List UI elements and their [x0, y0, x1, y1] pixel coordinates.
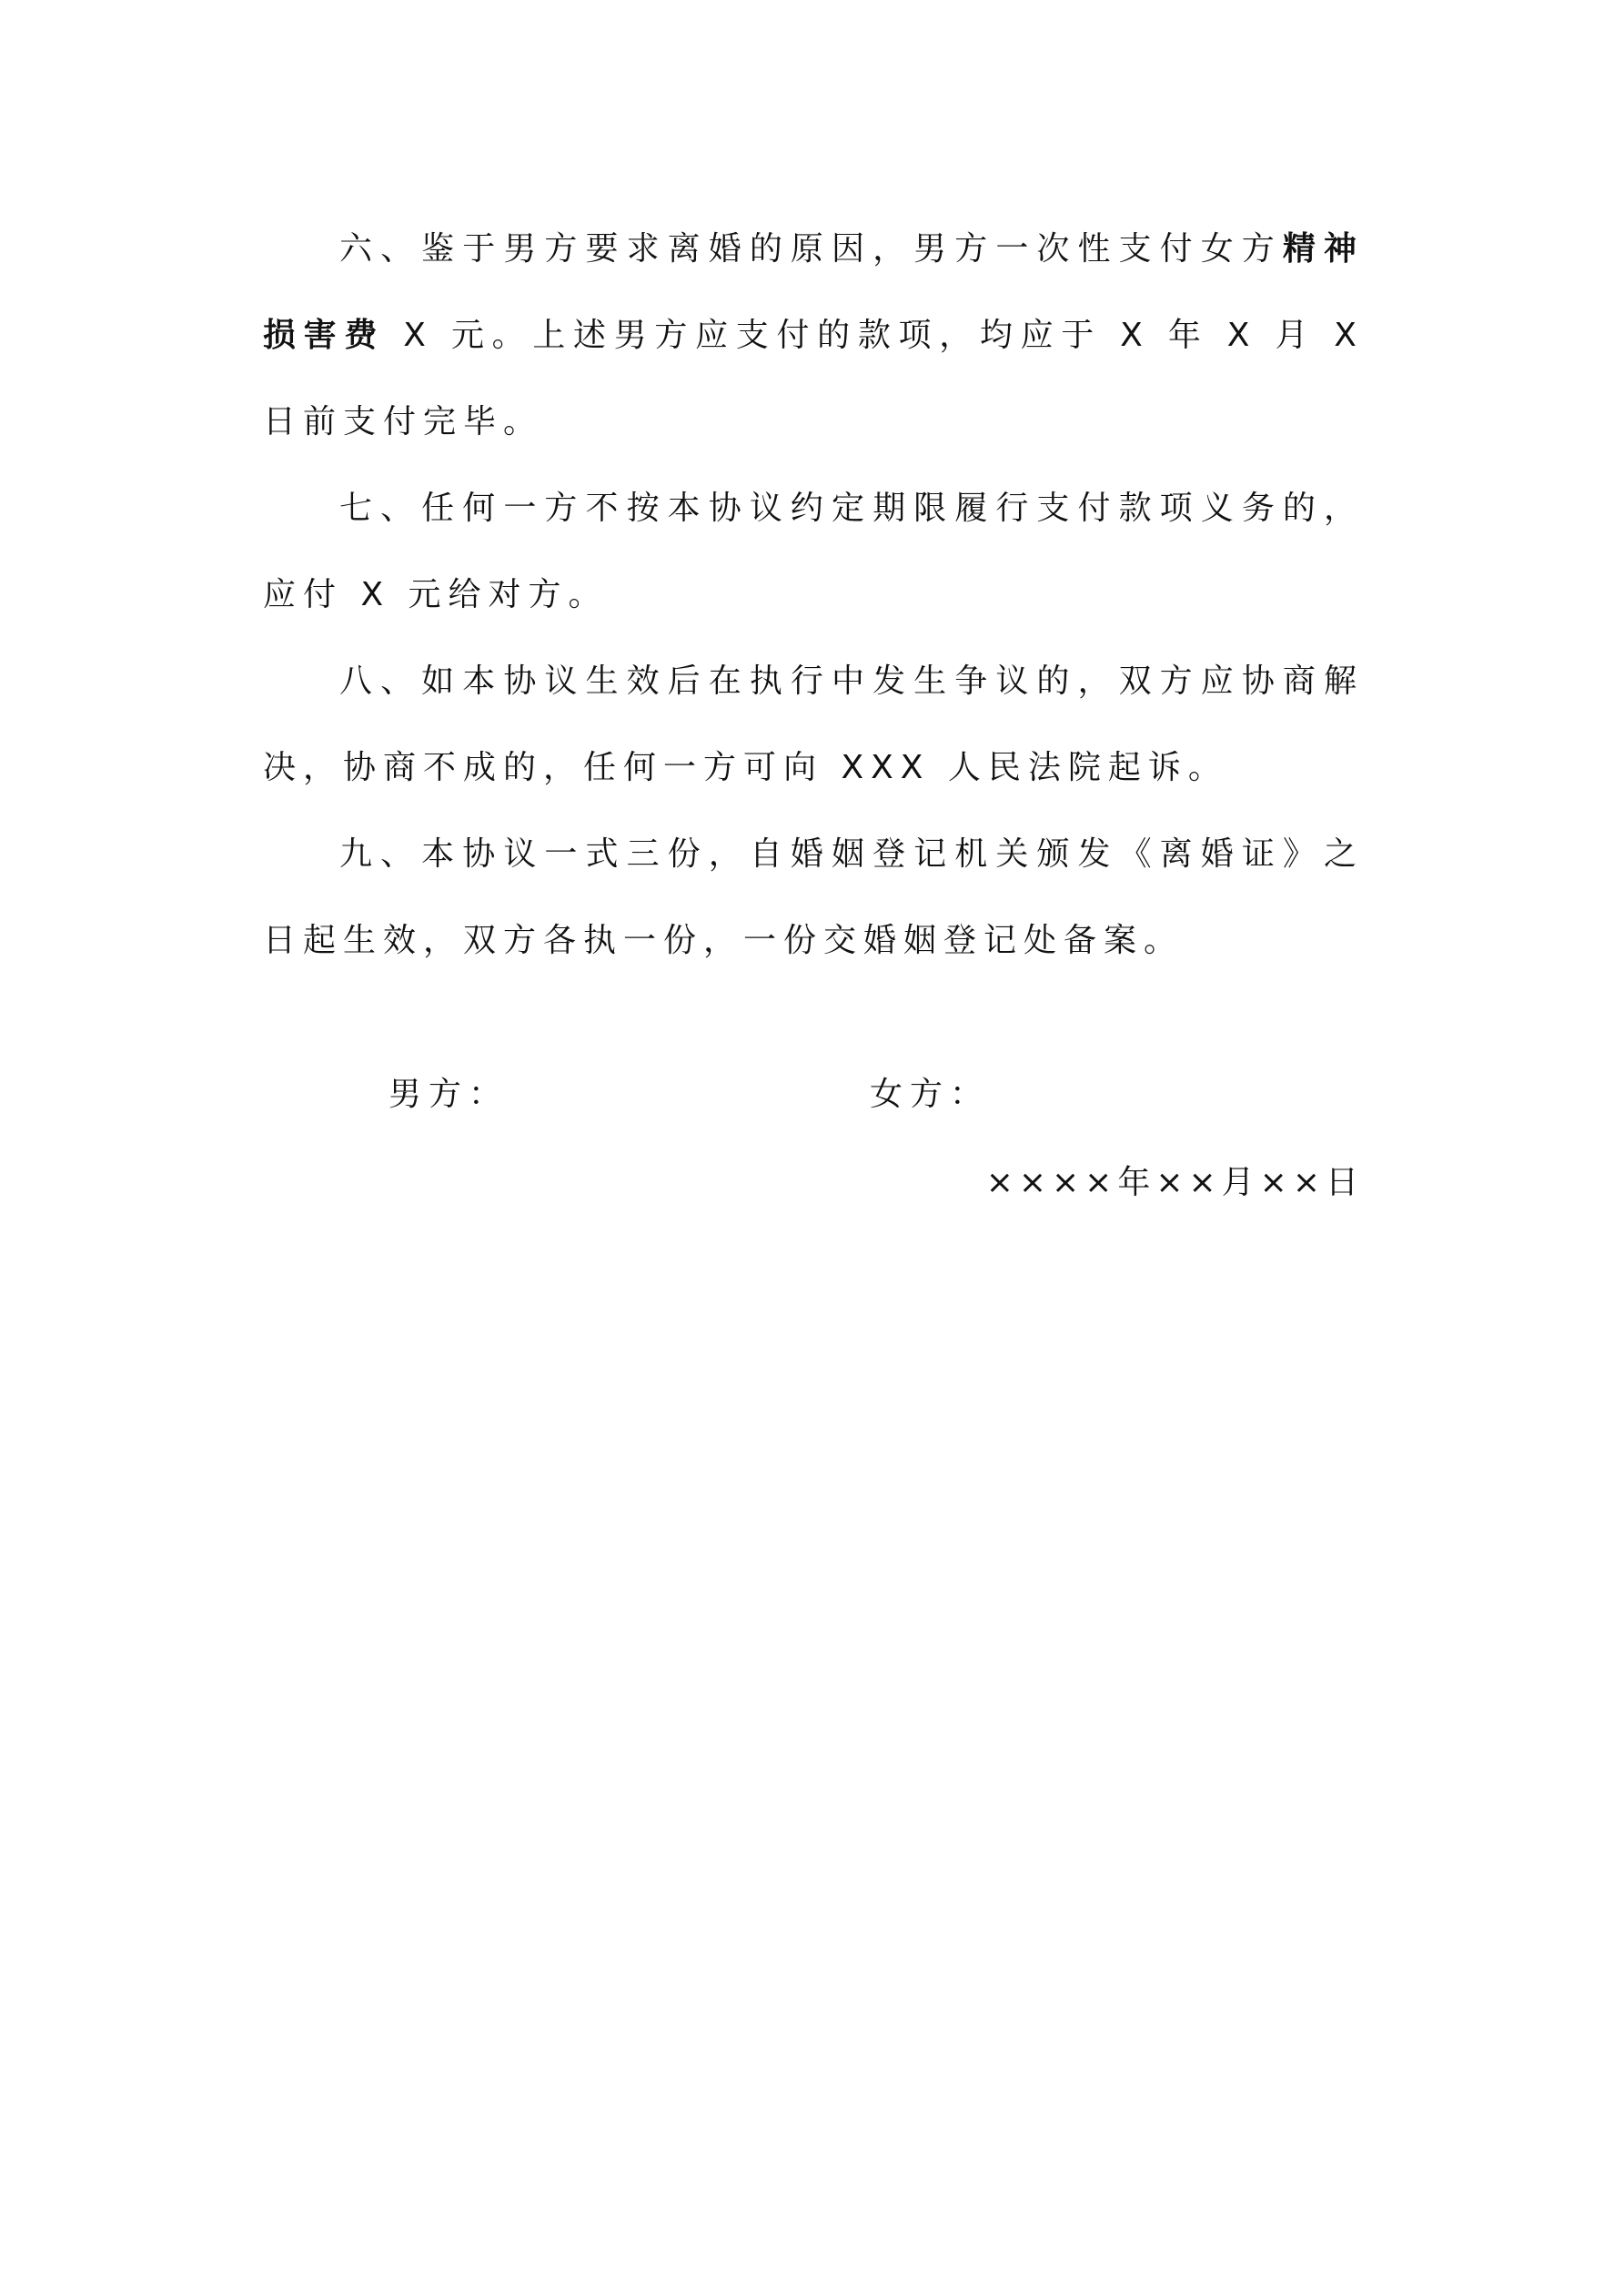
- clause-7: [263, 465, 1364, 638]
- male-signature-label: 男方：: [388, 1076, 509, 1113]
- clause-6-bold-term: 精神损害费: [263, 230, 1364, 354]
- female-signature-label: 女方：: [870, 1076, 991, 1113]
- clause-6-text: 六、鉴于男方要求离婚的原因，男方一次性支付女方: [339, 230, 1283, 268]
- document-body: [263, 206, 1364, 984]
- clause-6: [263, 206, 1364, 465]
- clause-8: [263, 638, 1364, 811]
- clause-9-text: 九、本协议一式三份，自婚姻登记机关颁发《离婚证》之日起生效，双方各执一份，一份交婚姻登记处备案。: [263, 835, 1364, 959]
- signature-row: [0, 1067, 1624, 1122]
- clause-8-text: 八、如本协议生效后在执行中发生争议的，双方应协商解决，协商不成的，任何一方可向 XXX 人民法院起诉。: [263, 663, 1364, 786]
- signing-date: ××××年××月××日: [985, 1164, 1364, 1201]
- clause-7-text: 七、任何一方不按本协议约定期限履行支付款项义务的，应付 X 元给对方。: [263, 490, 1364, 613]
- clause-9: [263, 811, 1364, 984]
- clause-6-text-cont: X 元。上述男方应支付的款项，均应于 X 年 X 月 X 日前支付完毕。: [263, 317, 1364, 440]
